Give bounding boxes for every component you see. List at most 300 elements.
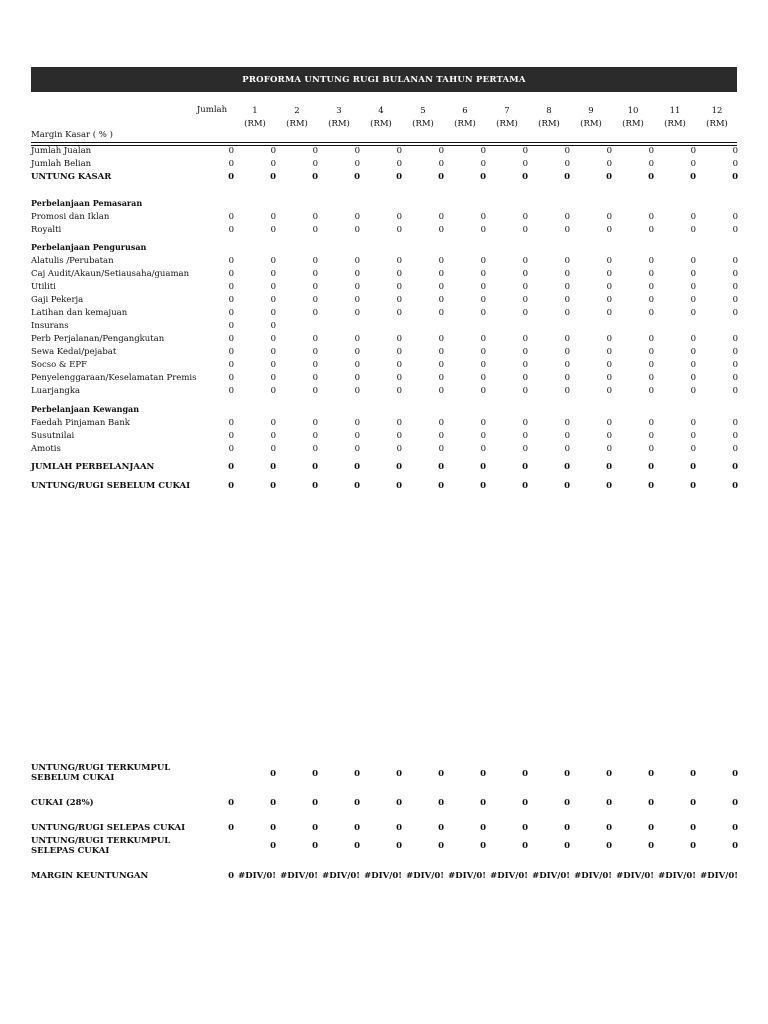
cell-value: 0 <box>480 159 486 169</box>
cell-value: 0 <box>690 418 696 428</box>
cell-value: 0 <box>480 418 486 428</box>
cell-value: 0 <box>438 282 444 292</box>
cell-value: 0 <box>606 269 612 279</box>
cell-value: 0 <box>312 823 318 833</box>
cell-value: 0 <box>690 386 696 396</box>
cell-value: 0 <box>564 282 570 292</box>
cell-value: 0 <box>564 225 570 235</box>
cell-value: 0 <box>480 282 486 292</box>
cell-value: 0 <box>396 347 402 357</box>
cell-value: 0 <box>396 295 402 305</box>
cell-value: 0 <box>480 841 486 851</box>
cell-value: 0 <box>690 334 696 344</box>
cell-value: 0 <box>270 373 276 383</box>
cell-value: 0 <box>228 481 234 491</box>
cell-value: 0 <box>480 347 486 357</box>
cell-value: 0 <box>606 347 612 357</box>
section-kewangan: Perbelanjaan Kewangan <box>31 404 140 414</box>
cell-value: 0 <box>354 282 360 292</box>
cell-value: 0 <box>606 462 612 472</box>
month-header-3 <box>322 105 356 131</box>
cell-value: 0 <box>522 172 528 182</box>
cell-value: 0 <box>228 418 234 428</box>
cell-value: 0 <box>648 159 654 169</box>
cell-value: 0 <box>396 444 402 454</box>
cell-value: 0 <box>228 225 234 235</box>
cell-value: 0 <box>648 798 654 808</box>
cell-value: 0 <box>354 256 360 266</box>
cell-value: 0 <box>648 444 654 454</box>
cell-value: 0 <box>522 159 528 169</box>
cell-value: 0 <box>732 256 738 266</box>
cell-value: 0 <box>438 225 444 235</box>
cell-value: 0 <box>396 373 402 383</box>
cell-value: 0 <box>270 159 276 169</box>
cell-value: 0 <box>606 841 612 851</box>
cell-value: 0 <box>480 360 486 370</box>
row-alatulis <box>31 255 737 267</box>
cell-value: #DIV/0! <box>238 871 276 881</box>
row-label: Sewa Kedai/pejabat <box>31 347 117 357</box>
cell-value: 0 <box>522 256 528 266</box>
cell-value: 0 <box>648 386 654 396</box>
month-number: 7 <box>504 106 510 116</box>
month-number: 8 <box>546 106 552 116</box>
cell-value: 0 <box>480 172 486 182</box>
cell-value: 0 <box>270 481 276 491</box>
cell-value: 0 <box>606 282 612 292</box>
cell-value: 0 <box>480 462 486 472</box>
cell-value: 0 <box>438 841 444 851</box>
cell-value: #DIV/0! <box>700 871 738 881</box>
cell-value: 0 <box>480 823 486 833</box>
row-gaji <box>31 294 737 306</box>
cell-value: 0 <box>228 295 234 305</box>
column-header-jumlah: Jumlah <box>196 105 228 115</box>
cell-value: 0 <box>648 172 654 182</box>
cell-value: 0 <box>690 481 696 491</box>
cell-value: 0 <box>228 462 234 472</box>
cell-value: 0 <box>522 481 528 491</box>
cell-value: 0 <box>270 172 276 182</box>
month-header-9 <box>574 105 608 131</box>
cell-value: 0 <box>522 823 528 833</box>
month-number: 12 <box>711 106 723 116</box>
cell-value: 0 <box>522 431 528 441</box>
cell-value: 0 <box>690 308 696 318</box>
cell-value: 0 <box>564 841 570 851</box>
cell-value: 0 <box>606 295 612 305</box>
cell-value: 0 <box>228 159 234 169</box>
unit-label: (RM) <box>706 119 728 129</box>
terkumpul-selepas-line2: SELEPAS CUKAI <box>31 846 110 856</box>
cell-value: 0 <box>522 334 528 344</box>
cell-value: 0 <box>354 841 360 851</box>
row-label: Amotis <box>31 444 61 454</box>
cell-value: 0 <box>480 444 486 454</box>
cell-value: 0 <box>732 269 738 279</box>
cell-value: 0 <box>732 282 738 292</box>
cell-value: 0 <box>438 146 444 156</box>
cell-value: 0 <box>480 798 486 808</box>
cell-value: 0 <box>228 146 234 156</box>
cell-value: 0 <box>564 431 570 441</box>
cell-value: 0 <box>270 308 276 318</box>
section-pengurusan: Perbelanjaan Pengurusan <box>31 242 147 252</box>
cell-value: 0 <box>228 212 234 222</box>
row-jumlah-perbelanjaan <box>31 461 737 473</box>
cell-value: 0 <box>396 418 402 428</box>
cell-value: 0 <box>228 386 234 396</box>
cell-value: 0 <box>690 841 696 851</box>
cell-value: 0 <box>270 146 276 156</box>
row-utiliti <box>31 281 737 293</box>
cell-value: 0 <box>438 308 444 318</box>
cell-value: 0 <box>312 798 318 808</box>
cell-value: 0 <box>564 373 570 383</box>
cell-value: 0 <box>564 212 570 222</box>
cell-value: 0 <box>438 769 444 779</box>
terkumpul-selepas-label <box>31 836 170 856</box>
cell-value: 0 <box>396 462 402 472</box>
cell-value: 0 <box>732 212 738 222</box>
cell-value: 0 <box>522 308 528 318</box>
cell-value: 0 <box>690 269 696 279</box>
month-number: 9 <box>588 106 594 116</box>
month-header-4 <box>364 105 398 131</box>
cell-value: 0 <box>438 373 444 383</box>
cell-value: 0 <box>732 444 738 454</box>
cell-value: 0 <box>564 159 570 169</box>
cell-value: 0 <box>564 418 570 428</box>
cell-value: 0 <box>480 769 486 779</box>
cell-value: 0 <box>522 295 528 305</box>
row-cukai <box>31 797 737 809</box>
cell-value: 0 <box>522 386 528 396</box>
cell-value: #DIV/0! <box>658 871 696 881</box>
cell-value: 0 <box>606 373 612 383</box>
cell-value: 0 <box>228 798 234 808</box>
cell-value: 0 <box>564 334 570 344</box>
cell-value: 0 <box>648 823 654 833</box>
cell-value: 0 <box>564 481 570 491</box>
row-label: Susutnilai <box>31 431 75 441</box>
row-label: Royalti <box>31 225 62 235</box>
cell-value: 0 <box>228 282 234 292</box>
cell-value: 0 <box>690 823 696 833</box>
cell-value: 0 <box>228 871 234 881</box>
cell-value: 0 <box>480 431 486 441</box>
cell-value: #DIV/0! <box>280 871 318 881</box>
cell-value: 0 <box>564 146 570 156</box>
cell-value: 0 <box>648 308 654 318</box>
cell-value: 0 <box>690 172 696 182</box>
row-label: Gaji Pekerja <box>31 295 84 305</box>
cell-value: 0 <box>312 212 318 222</box>
cell-value: 0 <box>228 269 234 279</box>
unit-label: (RM) <box>664 119 686 129</box>
cell-value: 0 <box>312 334 318 344</box>
cell-value: 0 <box>396 431 402 441</box>
cell-value: 0 <box>354 418 360 428</box>
row-margin-keuntungan <box>31 870 737 882</box>
cell-value: 0 <box>312 481 318 491</box>
cell-value: 0 <box>564 295 570 305</box>
cell-value: 0 <box>270 431 276 441</box>
cell-value: 0 <box>522 418 528 428</box>
cell-value: 0 <box>606 798 612 808</box>
cell-value: 0 <box>438 431 444 441</box>
month-header-7 <box>490 105 524 131</box>
unit-label: (RM) <box>412 119 434 129</box>
cell-value: 0 <box>354 431 360 441</box>
month-header-6 <box>448 105 482 131</box>
month-number: 4 <box>378 106 384 116</box>
cell-value: 0 <box>396 225 402 235</box>
cell-value: 0 <box>732 769 738 779</box>
cell-value: #DIV/0! <box>322 871 360 881</box>
row-latihan <box>31 307 737 319</box>
cell-value: 0 <box>228 308 234 318</box>
cell-value: 0 <box>312 431 318 441</box>
cell-value: 0 <box>228 431 234 441</box>
row-label: JUMLAH PERBELANJAAN <box>31 462 155 472</box>
cell-value: 0 <box>480 373 486 383</box>
unit-label: (RM) <box>580 119 602 129</box>
cell-value: 0 <box>354 386 360 396</box>
terkumpul-sebelum-line1: UNTUNG/RUGI TERKUMPUL <box>31 763 171 773</box>
cell-value: 0 <box>564 462 570 472</box>
month-header-2 <box>280 105 314 131</box>
unit-label: (RM) <box>328 119 350 129</box>
cell-value: 0 <box>312 462 318 472</box>
cell-value: 0 <box>312 386 318 396</box>
row-perjalanan <box>31 333 737 345</box>
row-sewa <box>31 346 737 358</box>
cell-value: 0 <box>480 225 486 235</box>
margin-kasar-label: Margin Kasar ( % ) <box>31 130 113 140</box>
row-label: UNTUNG/RUGI SEBELUM CUKAI <box>31 481 191 491</box>
cell-value: 0 <box>732 146 738 156</box>
row-label: MARGIN KEUNTUNGAN <box>31 871 149 881</box>
cell-value: 0 <box>396 823 402 833</box>
cell-value: 0 <box>354 462 360 472</box>
cell-value: 0 <box>732 347 738 357</box>
cell-value: 0 <box>732 308 738 318</box>
cell-value: #DIV/0! <box>574 871 612 881</box>
row-label: Jumlah Belian <box>31 159 92 169</box>
cell-value: 0 <box>354 212 360 222</box>
month-header-8 <box>532 105 566 131</box>
cell-value: 0 <box>690 462 696 472</box>
cell-value: 0 <box>354 159 360 169</box>
row-caj-audit <box>31 268 737 280</box>
cell-value: 0 <box>690 159 696 169</box>
cell-value: 0 <box>438 360 444 370</box>
cell-value: 0 <box>354 798 360 808</box>
row-label: Perb Perjalanan/Pengangkutan <box>31 334 165 344</box>
cell-value: 0 <box>312 841 318 851</box>
cell-value: 0 <box>606 444 612 454</box>
cell-value: 0 <box>270 295 276 305</box>
cell-value: 0 <box>564 172 570 182</box>
row-selepas-cukai <box>31 822 737 834</box>
cell-value: 0 <box>564 386 570 396</box>
cell-value: 0 <box>438 481 444 491</box>
cell-value: 0 <box>312 308 318 318</box>
cell-value: 0 <box>354 172 360 182</box>
cell-value: 0 <box>228 373 234 383</box>
cell-value: 0 <box>690 256 696 266</box>
cell-value: 0 <box>648 841 654 851</box>
month-number: 11 <box>669 106 681 116</box>
row-label: Alatulis /Perubatan <box>31 256 114 266</box>
cell-value: 0 <box>522 282 528 292</box>
cell-value: 0 <box>690 295 696 305</box>
cell-value: 0 <box>480 146 486 156</box>
cell-value: 0 <box>648 282 654 292</box>
row-label: Luarjangka <box>31 386 81 396</box>
cell-value: 0 <box>396 256 402 266</box>
cell-value: 0 <box>522 212 528 222</box>
cell-value: 0 <box>396 146 402 156</box>
cell-value: 0 <box>648 373 654 383</box>
cell-value: 0 <box>648 481 654 491</box>
row-label: Faedah Pinjaman Bank <box>31 418 130 428</box>
cell-value: 0 <box>354 481 360 491</box>
row-royalti <box>31 224 737 236</box>
cell-value: 0 <box>606 159 612 169</box>
cell-value: 0 <box>648 295 654 305</box>
cell-value: 0 <box>732 481 738 491</box>
cell-value: 0 <box>648 431 654 441</box>
terkumpul-selepas-line1: UNTUNG/RUGI TERKUMPUL <box>31 836 171 846</box>
cell-value: 0 <box>270 269 276 279</box>
cell-value: 0 <box>480 334 486 344</box>
cell-value: 0 <box>480 386 486 396</box>
cell-value: 0 <box>522 462 528 472</box>
cell-value: 0 <box>690 347 696 357</box>
cell-value: 0 <box>312 225 318 235</box>
cell-value: 0 <box>522 798 528 808</box>
unit-label: (RM) <box>244 119 266 129</box>
cell-value: 0 <box>354 373 360 383</box>
cell-value: 0 <box>270 334 276 344</box>
cell-value: 0 <box>732 386 738 396</box>
cell-value: 0 <box>270 841 276 851</box>
cell-value: 0 <box>354 360 360 370</box>
cell-value: 0 <box>690 431 696 441</box>
cell-value: 0 <box>438 269 444 279</box>
terkumpul-sebelum-label <box>31 763 170 783</box>
cell-value: 0 <box>438 334 444 344</box>
cell-value: 0 <box>690 225 696 235</box>
cell-value: 0 <box>228 172 234 182</box>
cell-value: 0 <box>606 146 612 156</box>
cell-value: 0 <box>270 360 276 370</box>
cell-value: 0 <box>564 269 570 279</box>
cell-value: 0 <box>606 308 612 318</box>
cell-value: 0 <box>354 295 360 305</box>
cell-value: 0 <box>522 841 528 851</box>
cell-value: 0 <box>270 798 276 808</box>
cell-value: 0 <box>480 308 486 318</box>
row-label: Promosi dan Iklan <box>31 212 110 222</box>
cell-value: 0 <box>270 769 276 779</box>
cell-value: 0 <box>732 431 738 441</box>
cell-value: 0 <box>438 256 444 266</box>
cell-value: 0 <box>648 418 654 428</box>
cell-value: 0 <box>648 212 654 222</box>
cell-value: 0 <box>396 269 402 279</box>
row-label: Jumlah Jualan <box>31 146 92 156</box>
cell-value: #DIV/0! <box>406 871 444 881</box>
cell-value: 0 <box>312 373 318 383</box>
cell-value: 0 <box>354 146 360 156</box>
month-number: 2 <box>294 106 300 116</box>
cell-value: 0 <box>438 823 444 833</box>
cell-value: 0 <box>690 798 696 808</box>
cell-value: 0 <box>228 256 234 266</box>
cell-value: 0 <box>270 462 276 472</box>
cell-value: 0 <box>270 321 276 331</box>
row-faedah <box>31 417 737 429</box>
cell-value: 0 <box>522 347 528 357</box>
cell-value: 0 <box>522 146 528 156</box>
cell-value: 0 <box>396 159 402 169</box>
cell-value: 0 <box>396 308 402 318</box>
row-label: Latihan dan kemajuan <box>31 308 128 318</box>
unit-label: (RM) <box>622 119 644 129</box>
cell-value: 0 <box>438 212 444 222</box>
cell-value: 0 <box>690 444 696 454</box>
cell-value: 0 <box>564 823 570 833</box>
cell-value: 0 <box>648 146 654 156</box>
cell-value: 0 <box>606 360 612 370</box>
cell-value: 0 <box>438 295 444 305</box>
cell-value: 0 <box>522 373 528 383</box>
cell-value: 0 <box>270 225 276 235</box>
cell-value: 0 <box>564 256 570 266</box>
cell-value: 0 <box>312 146 318 156</box>
cell-value: 0 <box>732 373 738 383</box>
row-jumlah-belian <box>31 158 737 170</box>
cell-value: 0 <box>354 334 360 344</box>
cell-value: 0 <box>522 225 528 235</box>
cell-value: #DIV/0! <box>364 871 402 881</box>
cell-value: #DIV/0! <box>532 871 570 881</box>
month-number: 3 <box>336 106 342 116</box>
cell-value: 0 <box>564 360 570 370</box>
cell-value: 0 <box>648 269 654 279</box>
cell-value: 0 <box>606 386 612 396</box>
row-promosi <box>31 211 737 223</box>
cell-value: 0 <box>732 841 738 851</box>
cell-value: 0 <box>312 295 318 305</box>
cell-value: 0 <box>312 360 318 370</box>
cell-value: #DIV/0! <box>490 871 528 881</box>
cell-value: 0 <box>648 225 654 235</box>
cell-value: 0 <box>270 386 276 396</box>
cell-value: 0 <box>396 282 402 292</box>
cell-value: 0 <box>480 295 486 305</box>
cell-value: 0 <box>522 444 528 454</box>
cell-value: 0 <box>732 172 738 182</box>
cell-value: 0 <box>312 418 318 428</box>
row-label: Socso & EPF <box>31 360 87 370</box>
cell-value: 0 <box>564 798 570 808</box>
cell-value: 0 <box>732 225 738 235</box>
